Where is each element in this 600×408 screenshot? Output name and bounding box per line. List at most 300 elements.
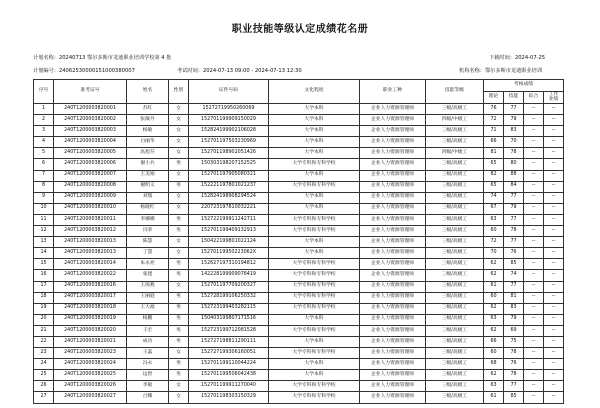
header-name: 姓名	[127, 80, 169, 104]
table-row	[34, 126, 564, 137]
row-gender: 男	[169, 336, 189, 347]
row-work-score: --	[544, 292, 564, 303]
table-row	[34, 392, 564, 403]
row-seq: 5	[34, 148, 54, 159]
row-work-score: --	[544, 248, 564, 259]
row-level: 三级/高级工	[426, 170, 484, 181]
row-seq: 9	[34, 192, 54, 203]
row-education: 大学本科	[269, 314, 360, 325]
row-comprehensive-score: --	[524, 137, 544, 148]
row-name: 王宏	[127, 325, 169, 336]
row-gender: 女	[169, 170, 189, 181]
row-education: 大学本科	[269, 237, 360, 248]
header-skill: 技能	[504, 92, 524, 104]
row-theory-score: 60	[484, 226, 504, 237]
row-ticket: 240T1200003820021	[54, 336, 127, 347]
row-comprehensive-score: --	[524, 148, 544, 159]
row-ticket: 240T1200003820018	[54, 303, 127, 314]
row-education: 大学专科和专科学校	[269, 181, 360, 192]
row-name: 李敏	[127, 381, 169, 392]
row-gender: 女	[169, 148, 189, 159]
row-gender: 女	[169, 248, 189, 259]
row-theory-score: 71	[484, 126, 504, 137]
row-level: 三级/高级工	[426, 192, 484, 203]
row-theory-score: 72	[484, 237, 504, 248]
row-work-score: --	[544, 126, 564, 137]
row-occupation: 企业人力资源管理师	[360, 336, 426, 347]
row-name: 高旭芬	[127, 148, 169, 159]
header-theory: 理论	[484, 92, 504, 104]
row-comprehensive-score: --	[524, 192, 544, 203]
row-seq: 13	[34, 237, 54, 248]
row-work-score: --	[544, 370, 564, 381]
row-id-number: 152723199403282115	[189, 303, 269, 314]
row-skill-score: 77	[504, 381, 524, 392]
row-name: 杨晓红	[127, 203, 169, 214]
row-level: 三级/高级工	[426, 325, 484, 336]
org-label: 机构名称：	[459, 68, 485, 74]
row-gender: 女	[169, 237, 189, 248]
row-skill-score: 79	[504, 203, 524, 214]
row-work-score: --	[544, 203, 564, 214]
plan-name: 20240713 鄂尔多斯市龙迪职业培训学校第 4 批	[58, 55, 172, 61]
row-name: 王美娟	[127, 170, 169, 181]
table-row	[34, 281, 564, 292]
row-skill-score: 85	[504, 259, 524, 270]
table-row	[34, 203, 564, 214]
row-level: 三级/高级工	[426, 214, 484, 225]
row-comprehensive-score: --	[524, 214, 544, 225]
table-row	[34, 348, 564, 359]
row-theory-score: 68	[484, 359, 504, 370]
row-level: 三级/高级工	[426, 259, 484, 270]
row-skill-score: 81	[504, 292, 524, 303]
row-seq: 23	[34, 348, 54, 359]
row-name: 边智	[127, 370, 169, 381]
row-theory-score: 60	[484, 348, 504, 359]
row-name: 王蕊	[127, 348, 169, 359]
row-ticket: 240T1200003820012	[54, 226, 127, 237]
row-occupation: 企业人力资源管理师	[360, 248, 426, 259]
row-work-score: --	[544, 137, 564, 148]
row-level: 三级/高级工	[426, 248, 484, 259]
table-row	[34, 159, 564, 170]
row-gender: 男	[169, 303, 189, 314]
row-level: 三级/高级工	[426, 181, 484, 192]
row-work-score: --	[544, 148, 564, 159]
row-gender: 男	[169, 259, 189, 270]
row-comprehensive-score: --	[524, 303, 544, 314]
row-name: 张敏丹	[127, 115, 169, 126]
row-seq: 27	[34, 392, 54, 403]
row-id-number: 152701198303150329	[189, 392, 269, 403]
row-id-number: 152701197503230969	[189, 137, 269, 148]
row-comprehensive-score: --	[524, 281, 544, 292]
row-ticket: 240T1200003820010	[54, 203, 127, 214]
row-level: 四级/中级工	[426, 115, 484, 126]
row-level: 三级/高级工	[426, 226, 484, 237]
row-comprehensive-score: --	[524, 248, 544, 259]
row-work-score: --	[544, 381, 564, 392]
row-gender: 女	[169, 392, 189, 403]
row-seq: 25	[34, 370, 54, 381]
row-theory-score: 70	[484, 248, 504, 259]
row-occupation: 企业人力资源管理师	[360, 137, 426, 148]
row-ticket: 240T1200003820008	[54, 181, 127, 192]
row-comprehensive-score: --	[524, 181, 544, 192]
row-education: 大学本科	[269, 104, 360, 115]
row-id-number: 152701199110044224	[189, 359, 269, 370]
row-occupation: 企业人力资源管理师	[360, 203, 426, 214]
row-skill-score: 77	[504, 237, 524, 248]
table-row	[34, 303, 564, 314]
row-skill-score: 84	[504, 181, 524, 192]
plan-no-line	[33, 68, 135, 75]
row-theory-score: 63	[484, 381, 504, 392]
table-row	[34, 325, 564, 336]
row-id-number: 152701197905080321	[189, 170, 269, 181]
row-comprehensive-score: --	[524, 104, 544, 115]
row-theory-score: 62	[484, 270, 504, 281]
row-seq: 8	[34, 181, 54, 192]
row-theory-score: 67	[484, 203, 504, 214]
row-education: 大学本科	[269, 137, 360, 148]
row-work-score: --	[544, 270, 564, 281]
row-level: 三级/高级工	[426, 270, 484, 281]
row-level: 三级/高级工	[426, 203, 484, 214]
row-id-number: 220723197810032221	[189, 203, 269, 214]
row-seq: 22	[34, 336, 54, 347]
row-skill-score: 85	[504, 392, 524, 403]
row-occupation: 企业人力资源管理师	[360, 392, 426, 403]
table-row	[34, 336, 564, 347]
row-occupation: 企业人力资源管理师	[360, 115, 426, 126]
row-theory-score: 60	[484, 292, 504, 303]
table-body	[34, 104, 564, 404]
row-theory-score: 62	[484, 370, 504, 381]
row-occupation: 企业人力资源管理师	[360, 214, 426, 225]
row-id-number: 152824198908294524	[189, 192, 269, 203]
row-id-number: 152627197310194812	[189, 259, 269, 270]
row-comprehensive-score: --	[524, 348, 544, 359]
row-occupation: 企业人力资源管理师	[360, 148, 426, 159]
row-education: 大学专科和专科学校	[269, 325, 360, 336]
row-name: 吕娜	[127, 392, 169, 403]
row-education: 大学本科	[269, 126, 360, 137]
row-name: 冯永	[127, 359, 169, 370]
row-level: 三级/高级工	[426, 237, 484, 248]
row-comprehensive-score: --	[524, 226, 544, 237]
row-comprehensive-score: --	[524, 270, 544, 281]
row-gender: 男	[169, 181, 189, 192]
row-comprehensive-score: --	[524, 292, 544, 303]
row-gender: 男	[169, 292, 189, 303]
row-theory-score: 72	[484, 115, 504, 126]
row-name: 闫荣	[127, 226, 169, 237]
row-work-score: --	[544, 226, 564, 237]
download-time-line	[489, 55, 545, 62]
header-work-score: 工作 业绩	[544, 92, 564, 104]
org-name: 鄂尔多斯市龙迪职业培训	[484, 68, 543, 74]
table-row	[34, 181, 564, 192]
row-ticket: 240T1200003820006	[54, 159, 127, 170]
row-id-number: 150422199801022124	[189, 237, 269, 248]
row-level: 三级/高级工	[426, 126, 484, 137]
header-occupation: 职业工种	[360, 80, 426, 104]
row-gender: 男	[169, 270, 189, 281]
row-ticket: 240T1200003820014	[54, 259, 127, 270]
row-id-number: 152701199911270040	[189, 381, 269, 392]
row-id-number: 15272719950260069	[189, 104, 269, 115]
table-row	[34, 115, 564, 126]
row-name: 陈慧	[127, 237, 169, 248]
table-row	[34, 137, 564, 148]
table-row	[34, 292, 564, 303]
row-level: 三级/高级工	[426, 159, 484, 170]
table-row	[34, 214, 564, 225]
row-work-score: --	[544, 170, 564, 181]
row-theory-score: 65	[484, 159, 504, 170]
row-seq: 7	[34, 170, 54, 181]
row-education: 大学本科	[269, 370, 360, 381]
row-ticket: 240T1200003820011	[54, 214, 127, 225]
row-skill-score: 78	[504, 370, 524, 381]
row-skill-score: 75	[504, 336, 524, 347]
download-time-label: 下载时间：	[489, 55, 515, 61]
row-level: 三级/高级工	[426, 381, 484, 392]
row-work-score: --	[544, 181, 564, 192]
row-theory-score: 61	[484, 392, 504, 403]
row-education: 大学专科和专科学校	[269, 270, 360, 281]
row-gender: 女	[169, 126, 189, 137]
row-ticket: 240T1200003820016	[54, 281, 127, 292]
row-ticket: 240T1200003820013	[54, 237, 127, 248]
row-occupation: 企业人力资源管理师	[360, 126, 426, 137]
row-comprehensive-score: --	[524, 314, 544, 325]
row-work-score: --	[544, 359, 564, 370]
row-name: 王丽庭	[127, 292, 169, 303]
row-occupation: 企业人力资源管理师	[360, 259, 426, 270]
row-comprehensive-score: --	[524, 381, 544, 392]
row-work-score: --	[544, 392, 564, 403]
row-id-number: 152727199306160051	[189, 348, 269, 359]
row-name: 王海燕	[127, 281, 169, 292]
row-level: 三级/高级工	[426, 336, 484, 347]
row-level: 三级/高级工	[426, 314, 484, 325]
table-row	[34, 148, 564, 159]
row-id-number: 152221197801021237	[189, 181, 269, 192]
row-id-number: 152727198811290111	[189, 336, 269, 347]
row-work-score: --	[544, 348, 564, 359]
row-occupation: 企业人力资源管理师	[360, 292, 426, 303]
row-seq: 14	[34, 248, 54, 259]
row-ticket: 240T1200003820009	[54, 192, 127, 203]
download-time: 2024-07-25	[514, 55, 546, 61]
row-seq: 1	[34, 104, 54, 115]
row-gender: 女	[169, 104, 189, 115]
plan-no: 24062530000151000380007	[58, 68, 135, 74]
row-name: 成功	[127, 336, 169, 347]
row-education: 大学专科和专科学校	[269, 303, 360, 314]
header-scores-group: 考核成绩	[484, 80, 564, 92]
row-ticket: 240T1200003820007	[54, 170, 127, 181]
row-seq: 2	[34, 115, 54, 126]
plan-name-line	[33, 55, 171, 62]
row-theory-score: 74	[484, 192, 504, 203]
row-work-score: --	[544, 314, 564, 325]
row-occupation: 企业人力资源管理师	[360, 192, 426, 203]
row-id-number: 152701199409132913	[189, 226, 269, 237]
plan-no-label: 计划编号：	[33, 68, 59, 74]
row-skill-score: 78	[504, 148, 524, 159]
row-comprehensive-score: --	[524, 159, 544, 170]
row-level: 四级/中级工	[426, 148, 484, 159]
table-row	[34, 259, 564, 270]
row-comprehensive-score: --	[524, 259, 544, 270]
row-name: 朱永亮	[127, 259, 169, 270]
row-gender: 男	[169, 314, 189, 325]
row-comprehensive-score: --	[524, 203, 544, 214]
row-seq: 6	[34, 159, 54, 170]
row-id-number: 152701198902051426	[189, 148, 269, 159]
row-id-number: 152701199909150029	[189, 115, 269, 126]
row-skill-score: 77	[504, 192, 524, 203]
row-gender: 女	[169, 381, 189, 392]
row-work-score: --	[544, 192, 564, 203]
row-comprehensive-score: --	[524, 325, 544, 336]
row-gender: 男	[169, 226, 189, 237]
row-education: 大学专科和专科学校	[269, 226, 360, 237]
row-gender: 男	[169, 214, 189, 225]
row-education: 大学专科和专科学校	[269, 214, 360, 225]
row-level: 三级/高级工	[426, 348, 484, 359]
score-roster-table	[33, 79, 564, 404]
row-skill-score: 83	[504, 303, 524, 314]
row-skill-score: 80	[504, 159, 524, 170]
row-name: 白丽华	[127, 137, 169, 148]
row-ticket: 240T1200003820002	[54, 115, 127, 126]
row-level: 三级/高级工	[426, 104, 484, 115]
row-education: 大学本科	[269, 248, 360, 259]
row-education: 大学专科和专科学校	[269, 392, 360, 403]
table-row	[34, 248, 564, 259]
row-name: 王大福	[127, 303, 169, 314]
row-occupation: 企业人力资源管理师	[360, 104, 426, 115]
header-id: 证件号码	[189, 80, 269, 104]
row-ticket: 240T1200003820027	[54, 392, 127, 403]
row-theory-score: 66	[484, 336, 504, 347]
row-education: 大学本科	[269, 336, 360, 347]
row-gender: 女	[169, 203, 189, 214]
row-work-score: --	[544, 159, 564, 170]
row-work-score: --	[544, 104, 564, 115]
row-education: 大学本科	[269, 170, 360, 181]
header-edu: 文化程度	[269, 80, 360, 104]
row-work-score: --	[544, 214, 564, 225]
row-ticket: 240T1200003820024	[54, 359, 127, 370]
row-comprehensive-score: --	[524, 336, 544, 347]
row-seq: 3	[34, 126, 54, 137]
row-work-score: --	[544, 115, 564, 126]
row-occupation: 企业人力资源管理师	[360, 226, 426, 237]
row-education: 大学本科	[269, 115, 360, 126]
row-education: 大学专科和专科学校	[269, 259, 360, 270]
row-name: 谢明义	[127, 181, 169, 192]
row-occupation: 企业人力资源管理师	[360, 237, 426, 248]
row-name: 张建	[127, 270, 169, 281]
row-id-number: 150403199807171516	[189, 314, 269, 325]
row-seq: 20	[34, 314, 54, 325]
row-work-score: --	[544, 237, 564, 248]
row-seq: 19	[34, 303, 54, 314]
row-occupation: 企业人力资源管理师	[360, 381, 426, 392]
row-name: 丁慧	[127, 248, 169, 259]
row-seq: 15	[34, 259, 54, 270]
exam-time-label: 考试时间：	[177, 68, 203, 74]
row-comprehensive-score: --	[524, 392, 544, 403]
table-row	[34, 270, 564, 281]
row-id-number: 150303198207152525	[189, 159, 269, 170]
row-id-number: 142228199909076419	[189, 270, 269, 281]
row-theory-score: 61	[484, 281, 504, 292]
row-ticket: 240T1200003820004	[54, 137, 127, 148]
row-work-score: --	[544, 325, 564, 336]
row-occupation: 企业人力资源管理师	[360, 325, 426, 336]
row-theory-score: 66	[484, 137, 504, 148]
row-education: 大学本科	[269, 148, 360, 159]
row-skill-score: 79	[504, 115, 524, 126]
row-theory-score: 76	[484, 104, 504, 115]
row-name: 杨鹏	[127, 314, 169, 325]
row-ticket: 240T1200003820005	[54, 148, 127, 159]
plan-name-label: 计划名称：	[33, 55, 59, 61]
row-level: 三级/高级工	[426, 292, 484, 303]
row-ticket: 240T1200003820025	[54, 370, 127, 381]
row-name: 杨敏	[127, 126, 169, 137]
header-gender: 性别	[169, 80, 189, 104]
row-gender: 女	[169, 192, 189, 203]
table-row	[34, 381, 564, 392]
row-comprehensive-score: --	[524, 115, 544, 126]
row-occupation: 企业人力资源管理师	[360, 270, 426, 281]
row-ticket: 240T1200003820003	[54, 126, 127, 137]
row-skill-score: 78	[504, 226, 524, 237]
row-seq: 16	[34, 270, 54, 281]
row-level: 三级/高级工	[426, 137, 484, 148]
row-education: 大学专科和专科学校	[269, 159, 360, 170]
table-row	[34, 370, 564, 381]
table-row	[34, 192, 564, 203]
row-occupation: 企业人力资源管理师	[360, 314, 426, 325]
row-skill-score: 88	[504, 170, 524, 181]
row-work-score: --	[544, 281, 564, 292]
row-gender: 女	[169, 115, 189, 126]
row-skill-score: 69	[504, 325, 524, 336]
row-skill-score: 83	[504, 126, 524, 137]
row-theory-score: 63	[484, 314, 504, 325]
row-theory-score: 62	[484, 325, 504, 336]
row-theory-score: 82	[484, 170, 504, 181]
row-ticket: 240T1200003820013	[54, 248, 127, 259]
header-comprehensive: 综合	[524, 92, 544, 104]
row-skill-score: 74	[504, 270, 524, 281]
row-id-number: 152701197709200327	[189, 281, 269, 292]
row-ticket: 240T1200003820001	[54, 104, 127, 115]
row-comprehensive-score: --	[524, 370, 544, 381]
exam-time-line	[177, 68, 302, 75]
row-work-score: --	[544, 336, 564, 347]
row-ticket: 240T1200003820019	[54, 314, 127, 325]
